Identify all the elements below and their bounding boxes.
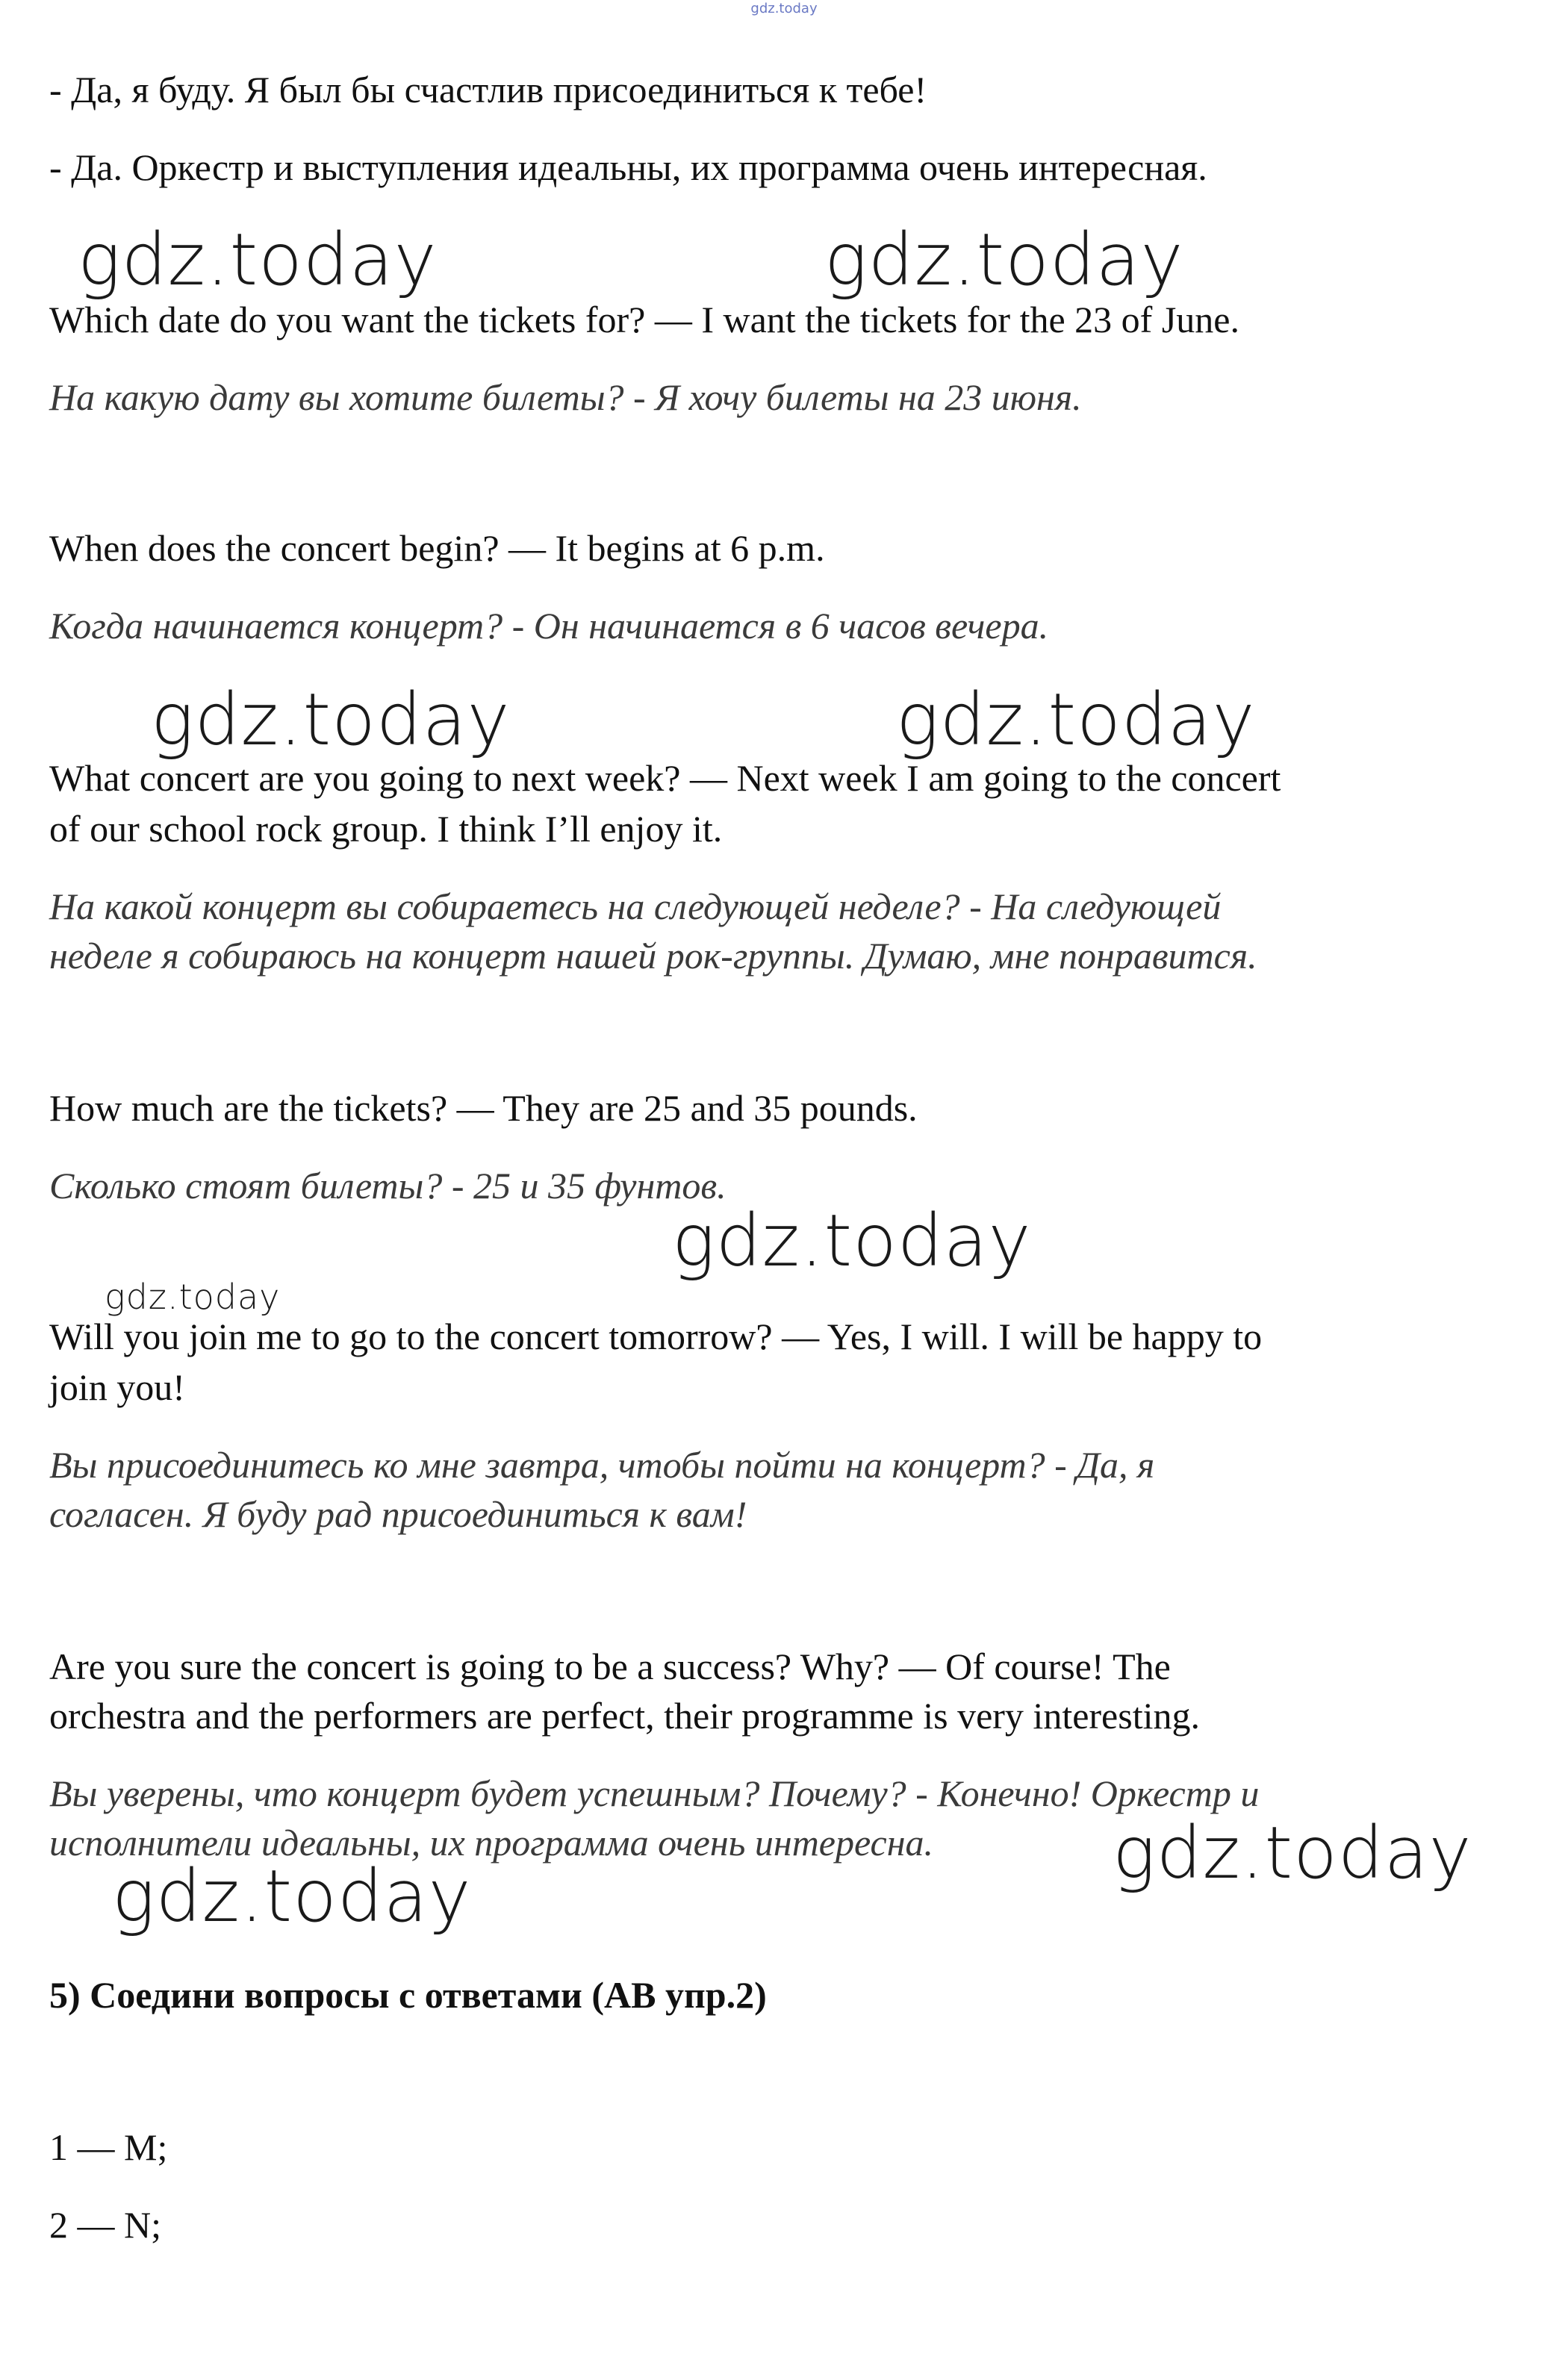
question-4-en: How much are the tickets? — They are 25 and 35 pounds. xyxy=(49,1087,918,1129)
continuation-line-2: - Да. Оркестр и выступления идеальны, их программа очень интересная. xyxy=(49,146,1207,188)
question-5-ru-line-2: согласен. Я буду рад присоединиться к вам! xyxy=(49,1493,747,1535)
watermark: gdz.today xyxy=(824,218,1184,302)
question-2-ru: Когда начинается концерт? - Он начинается в 6 часов вечера. xyxy=(49,605,1049,647)
question-5-ru-line-1: Вы присоединитесь ко мне завтра, чтобы пойти на концерт? - Да, я xyxy=(49,1444,1155,1486)
watermark: gdz.today xyxy=(78,218,438,302)
answer-item: 1 — M; xyxy=(49,2126,168,2168)
question-5-en-line-1: Will you join me to go to the concert tomorrow? — Yes, I will. I will be happy to xyxy=(49,1316,1263,1357)
question-6-en-line-2: orchestra and the performers are perfect, their programme is very interesting. xyxy=(49,1695,1200,1737)
continuation-line-1: - Да, я буду. Я был бы счастлив присоединиться к тебе! xyxy=(49,69,927,110)
question-3-en-line-2: of our school rock group. I think I’ll enjoy it. xyxy=(49,808,723,850)
question-5-en-line-2: join you! xyxy=(49,1366,185,1408)
watermark: gdz.today xyxy=(151,678,511,762)
section-heading: 5) Соедини вопросы с ответами (АВ упр.2) xyxy=(49,1974,767,2016)
question-3-ru-line-2: неделе я собираюсь на концерт нашей рок-группы. Думаю, мне понравится. xyxy=(49,935,1257,977)
answer-item: 2 — N; xyxy=(49,2204,161,2246)
question-1-ru: На какую дату вы хотите билеты? - Я хочу билеты на 23 июня. xyxy=(49,376,1082,418)
question-2-en: When does the concert begin? — It begins at 6 p.m. xyxy=(49,527,825,569)
question-3-ru-line-1: На какой концерт вы собираетесь на следующей неделе? - На следующей xyxy=(49,885,1222,927)
watermark: gdz.today xyxy=(1113,1811,1472,1895)
question-3-en-line-1: What concert are you going to next week? — Next week I am going to the concert xyxy=(49,757,1281,799)
question-6-ru-line-2: исполнители идеальны, их программа очень интересна. xyxy=(49,1822,934,1864)
question-6-ru-line-1: Вы уверены, что концерт будет успешным? Почему? - Конечно! Оркестр и xyxy=(49,1772,1260,1814)
question-6-en-line-1: Are you sure the concert is going to be a success? Why? — Of course! The xyxy=(49,1645,1171,1687)
question-4-ru: Сколько стоят билеты? - 25 и 35 фунтов. xyxy=(49,1165,727,1206)
watermark: gdz.today xyxy=(112,1855,472,1938)
question-1-en: Which date do you want the tickets for? — I want the tickets for the 23 of June. xyxy=(49,299,1239,340)
top-watermark: gdz.today xyxy=(750,1,818,16)
watermark: gdz.today xyxy=(105,1277,281,1317)
watermark: gdz.today xyxy=(896,678,1256,762)
watermark: gdz.today xyxy=(672,1199,1032,1283)
